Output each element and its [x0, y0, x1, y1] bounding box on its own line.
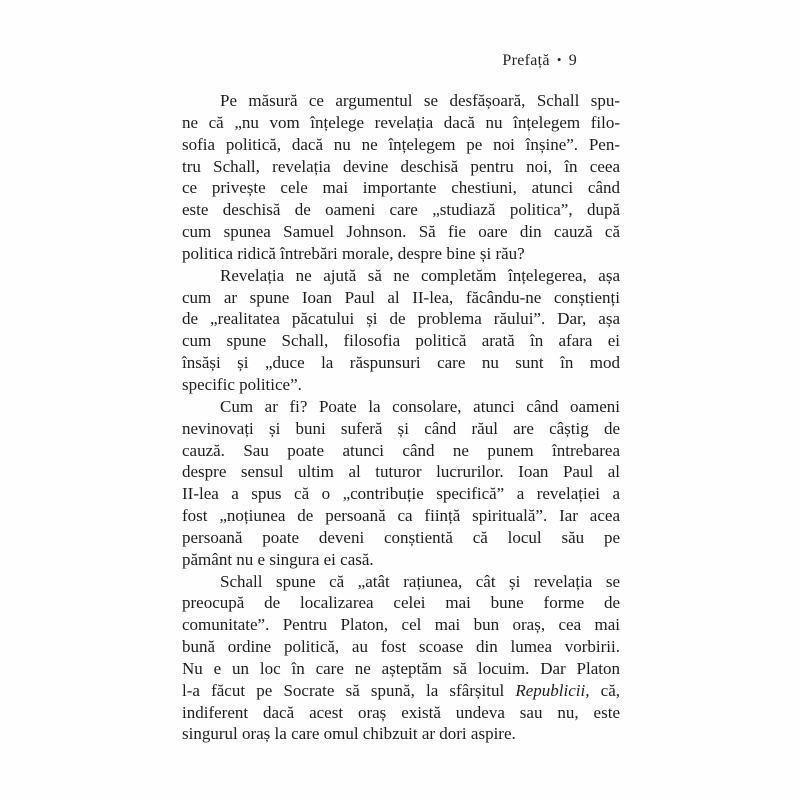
text-line: [182, 680, 620, 702]
paragraph: [182, 265, 620, 396]
text-line: Cum ar fi? Poate la consolare, atunci când oameni: [220, 396, 620, 416]
text-line: specific politice”.: [182, 374, 302, 394]
text-line: cum spunea Samuel Johnson. Să fie oare din cauză că: [182, 222, 620, 242]
text-line: despre sensul ultim al tuturor lucrurilor. Ioan Paul al: [182, 462, 620, 482]
text-line: Revelația ne ajută să ne completăm înțelegerea, așa: [220, 265, 620, 285]
page-number: 9: [568, 52, 577, 69]
text-line: preocupă de localizarea celei mai bune forme de: [182, 593, 620, 613]
text-line: Schall spune că „atât rațiunea, cât și revelația se: [220, 571, 620, 591]
text-line: cum spune Schall, filosofia politică arată în afara ei: [182, 331, 620, 351]
text-line: fost „noțiunea de persoană ca ființă spirituală”. Iar acea: [182, 506, 620, 526]
text-line: cum ar spune Ioan Paul al II-lea, făcându-ne conștienți: [182, 287, 620, 307]
text-line: ne că „nu vom înțelege revelația dacă nu înțelegem filo-: [182, 112, 620, 132]
text-line: nevinovați și buni suferă și când răul are câștig de: [182, 418, 620, 438]
header-title: Prefață: [502, 52, 550, 69]
text-line: ce privește cele mai importante chestiuni, atunci când: [182, 178, 620, 198]
text-line: indiferent dacă acest oraș există undeva sau nu, este: [182, 702, 620, 722]
italic-book-title: Republicii,: [515, 680, 590, 700]
text-line: pământ nu e singura ei casă.: [182, 549, 374, 569]
page-text: [182, 90, 620, 745]
text-segment: că,: [589, 680, 620, 700]
paragraph: [182, 571, 620, 746]
text-line: persoană poate deveni conștientă că locul său pe: [182, 527, 620, 547]
page-header: [0, 52, 577, 70]
text-line: însăși și „duce la răspunsuri care nu sunt în mod: [182, 353, 620, 373]
text-line: Nu e un loc în care ne așteptăm să locuim. Dar Platon: [182, 658, 620, 678]
text-line: tru Schall, revelația devine deschisă pentru noi, în ceea: [182, 156, 620, 176]
text-line: de „realitatea păcatului și de problema răului”. Dar, așa: [182, 309, 620, 329]
text-line: este deschisă de oameni care „studiază politica”, după: [182, 200, 620, 220]
bullet-separator: •: [556, 52, 562, 67]
text-line: singurul oraș la care omul chibzuit ar dori aspire.: [182, 724, 516, 744]
paragraph: [182, 90, 620, 265]
text-line: politica ridică întrebări morale, despre bine și rău?: [182, 243, 525, 263]
paragraph: [182, 396, 620, 571]
text-segment: l-a făcut pe Socrate să spună, la sfârșitul: [182, 680, 516, 700]
text-line: II-lea a spus că o „contribuție specifică” a revelației a: [182, 484, 620, 504]
text-line: sofia politică, dacă nu ne înțelegem pe noi înșine”. Pen-: [182, 134, 620, 154]
text-line: Pe măsură ce argumentul se desfășoară, Schall spu-: [220, 91, 620, 110]
text-line: comunitate”. Pentru Platon, cel mai bun oraș, cea mai: [182, 615, 620, 635]
text-line: cauză. Sau poate atunci când ne punem întrebarea: [182, 440, 620, 460]
text-line: bună ordine politică, au fost scoase din lumea vorbirii.: [182, 637, 620, 657]
